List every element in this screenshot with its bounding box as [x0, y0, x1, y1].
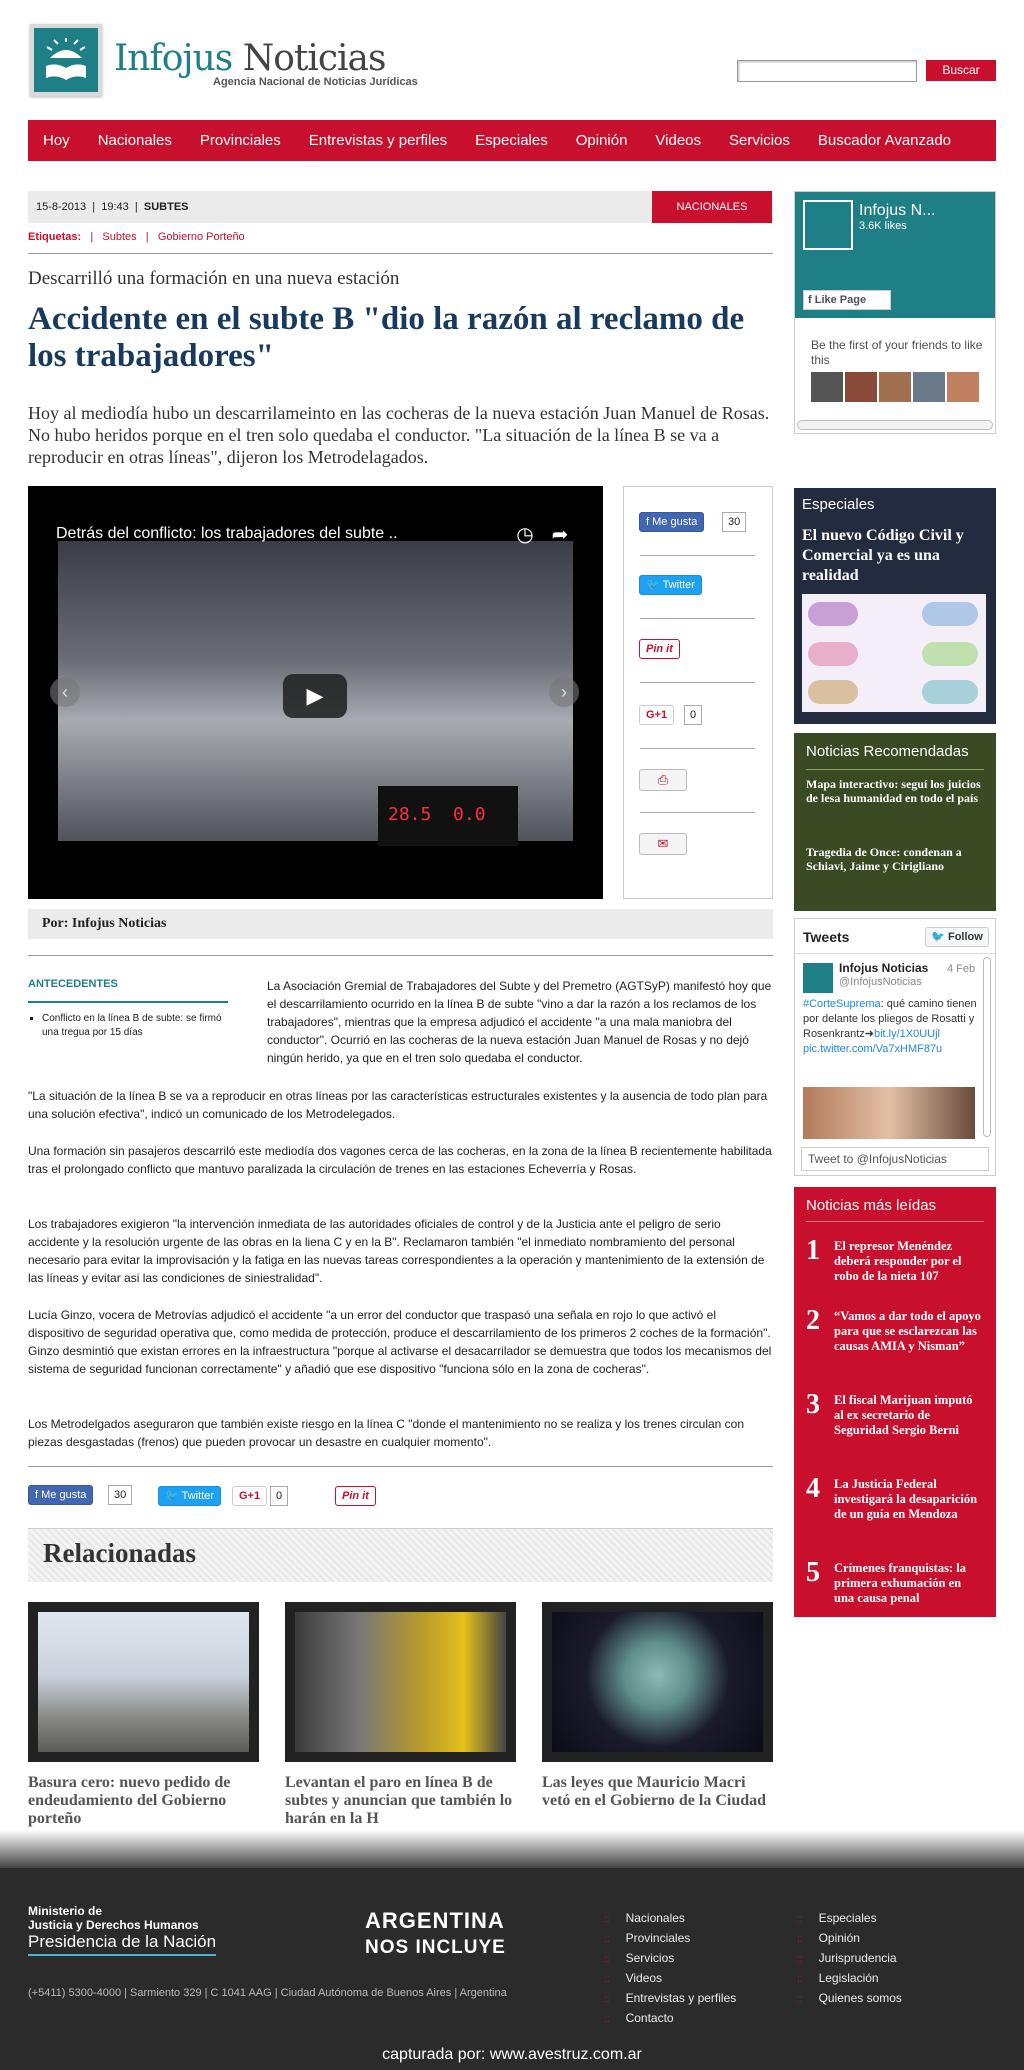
article-kicker: Descarrilló una formación en una nueva estación	[28, 268, 400, 289]
recomendadas-box	[794, 733, 996, 911]
related-title: Relacionadas	[43, 1538, 197, 1568]
nav-item-provinciales[interactable]: Provinciales	[199, 132, 281, 149]
footer-address: (+5411) 5300-4000 | Sarmiento 329 | C 1041 AAG | Ciudad Autónoma de Buenos Aires | Argentina	[28, 1987, 507, 1999]
mas-leida-item[interactable]: Crímenes franquistas: la primera exhumación en una causa penal	[834, 1561, 966, 1605]
footer-link[interactable]: :: Videos	[604, 1971, 663, 1985]
fb-like-button-bottom[interactable]: f Me gusta	[28, 1485, 93, 1505]
footer-fade	[0, 1830, 1024, 1870]
footer-links-col2	[797, 1908, 902, 2008]
related-caption[interactable]: Las leyes que Mauricio Macri vetó en el Gobierno de la Ciudad	[542, 1774, 767, 1809]
presidency-logo[interactable]: Presidencia de la Nación	[28, 1932, 216, 1956]
especiales-title: Especiales	[802, 496, 875, 513]
facebook-scrollbar[interactable]	[797, 420, 993, 430]
tweet-date[interactable]: 4 Feb	[947, 963, 976, 975]
divider	[640, 812, 755, 813]
video-next-icon[interactable]: ›	[549, 677, 579, 707]
rank-number: 2	[806, 1305, 820, 1336]
ministry-logo[interactable]: Ministerio de Justicia y Derechos Humanos	[28, 1904, 199, 1932]
article-meta-bar: 15-8-2013 | 19:43 | SUBTES	[28, 191, 773, 223]
footer-link[interactable]: :: Entrevistas y perfiles	[604, 1991, 737, 2005]
argentina-logo-line2: NOS INCLUYE	[365, 1937, 506, 1958]
logo-icon[interactable]	[30, 24, 102, 96]
footer-link[interactable]: :: Provinciales	[604, 1931, 691, 1945]
nav-item-hoy[interactable]: Hoy	[43, 132, 70, 149]
capture-credit: capturada por: www.avestruz.com.ar	[382, 2046, 642, 2063]
especiales-image[interactable]	[802, 594, 986, 712]
footer-link[interactable]: :: Jurisprudencia	[797, 1951, 897, 1965]
mas-leida-item[interactable]: El represor Menéndez deberá responder por el robo de la nieta 107	[834, 1239, 962, 1283]
recomendada-item[interactable]: Tragedia de Once: condenan a Schiavi, Jaime y Cirigliano	[806, 845, 962, 873]
tweet-link[interactable]: pic.twitter.com/Va7xHMF87u	[803, 1043, 943, 1055]
rank-number: 5	[806, 1557, 820, 1588]
nav-item-opinion[interactable]: Opinión	[575, 132, 628, 149]
video-display	[378, 786, 518, 846]
divider	[640, 682, 755, 683]
tweets-scrollbar[interactable]	[983, 957, 991, 1137]
nav-item-buscador[interactable]: Buscador Avanzado	[817, 132, 952, 149]
related-image[interactable]	[28, 1602, 259, 1762]
article-time: 19:43	[101, 201, 129, 213]
watch-later-icon[interactable]: ◷	[516, 524, 534, 546]
facebook-like-page-button[interactable]: f Like Page	[803, 290, 891, 310]
tag-link[interactable]: Gobierno Porteño	[157, 231, 245, 243]
avatar[interactable]	[913, 372, 945, 402]
mas-leida-item[interactable]: La Justicia Federal investigará la desaparición de un guía en Mendoza	[834, 1477, 978, 1521]
article-paragraph: Una formación sin pasajeros descarriló este mediodía dos vagones cerca de las cocheras, en la zona de la línea B recientemente habilitada tras el prolongado conflicto que mantuvo paralizada la circulación de trenes en las estaciones Echeverría y Rosas.	[28, 1144, 772, 1176]
antecedentes-title: ANTECEDENTES	[28, 978, 118, 990]
mas-leidas-title: Noticias más leídas	[806, 1197, 937, 1214]
footer-link[interactable]: :: Nacionales	[604, 1911, 685, 1925]
facebook-friends-text: Be the first of your friends to like this	[811, 338, 983, 367]
especiales-box	[794, 488, 996, 724]
especiales-headline[interactable]: El nuevo Código Civil y Comercial ya es una realidad	[802, 527, 964, 584]
gplus-button[interactable]: G+1	[639, 705, 674, 725]
divider	[640, 555, 755, 556]
footer-link[interactable]: :: Contacto	[604, 2011, 674, 2025]
video-prev-icon[interactable]: ‹	[50, 677, 80, 707]
twitter-button[interactable]: 🐦 Twitter	[639, 575, 702, 595]
tweet-image[interactable]	[803, 1087, 975, 1139]
share-icon[interactable]: ➦	[551, 524, 569, 546]
pinit-button-bottom[interactable]: Pin it	[335, 1486, 376, 1506]
nav-item-servicios[interactable]: Servicios	[729, 132, 790, 149]
tweet-hashtag[interactable]: #CorteSuprema	[803, 998, 881, 1010]
rank-number: 4	[806, 1473, 820, 1504]
recomendada-item[interactable]: Mapa interactivo: seguí los juicios de lesa humanidad en todo el país	[806, 777, 981, 805]
rank-number: 1	[806, 1235, 820, 1266]
mas-leida-item[interactable]: El fiscal Marijuan imputó al ex secretario de Seguridad Sergio Berni	[834, 1393, 973, 1437]
video-display-readout: 28.5 0.0	[388, 804, 486, 825]
logo-subtitle: Agencia Nacional de Noticias Jurídicas	[213, 76, 418, 88]
logo-wordmark[interactable]: Infojus Noticias	[114, 38, 386, 79]
search-input[interactable]	[737, 60, 917, 82]
article-lead: Hoy al mediodía hubo un descarrilameinto en las cocheras de la nueva estación Juan Manuel de Rosas. No hubo heridos porque en el tren solo quedaba el conductor. "La situación de la línea B se va a reproducir en otras líneas", dijeron los Metrodelagados.	[28, 403, 770, 467]
article-paragraph: "La situación de la línea B se va a reproducir en otras líneas por las características estructurales existentes y la ausencia de todo plan para una solución efectiva", indicó un comunicado de los Metrodelegados.	[28, 1089, 768, 1121]
argentina-logo-line1: ARGENTINA	[365, 1908, 505, 1933]
divider	[795, 953, 995, 954]
mas-leidas-box	[794, 1187, 996, 1617]
gplus-count: 0	[684, 705, 702, 725]
footer-link[interactable]: :: Especiales	[797, 1911, 877, 1925]
search-button[interactable]: Buscar	[926, 60, 996, 81]
gplus-button-bottom[interactable]: G+1	[232, 1486, 267, 1506]
tweet-text: #CorteSuprema: qué camino tienen por delante los pliegos de Rosatti y Rosenkrantz➜bit.ly/1X0UUjl pic.twitter.com/Va7xHMF87u	[803, 998, 977, 1055]
facebook-page-name[interactable]: Infojus N...	[859, 202, 936, 219]
play-icon[interactable]: ▶	[283, 674, 347, 718]
article-paragraph: Los trabajadores exigieron "la intervención inmediata de las autoridades oficiales de control y de la Justicia ante el peligro de serio accidente y la resolución urgente de las obras en la liena C y en la B". Reclamaron también "el inmediato nombramiento del personal necesario para evitar la improvisación y la fatiga en las nuevas tareas correspondientes a la operación y mantenimiento de la extensión de las líneas y evitar asi las condiciones de siniestralidad".	[28, 1217, 765, 1285]
divider	[28, 1466, 773, 1467]
footer-links-col1	[604, 1908, 736, 2028]
tags-label: Etiquetas:	[28, 231, 82, 243]
article-paragraph: Lucía Ginzo, vocera de Metrovías adjudicó el accidente "a un error del conductor que traspasó una señala en rojo lo que activó el dispositivo de seguridad operativa que, como medida de protección, produce el descarrilamiento de los primeros 2 coches de la formación". Ginzo desmintió que existan errores en la infraestructura "porque al activarse el desacarrilador se demuestra que todos los mecanismos del sistema de seguridad funcionan correctamente" y añadió que ese dispositivo "funciona sólo en la zona de cocheras".	[28, 1308, 772, 1376]
facebook-widget	[794, 191, 996, 434]
avatar[interactable]	[845, 372, 877, 402]
avatar[interactable]	[879, 372, 911, 402]
footer-link[interactable]: :: Legislación	[797, 1971, 879, 1985]
divider	[806, 769, 984, 770]
fb-like-count: 30	[722, 512, 746, 532]
divider	[28, 253, 773, 254]
share-box	[623, 486, 773, 899]
related-image[interactable]	[285, 1602, 516, 1762]
pinit-button[interactable]: Pin it	[639, 639, 680, 659]
rank-number: 3	[806, 1389, 820, 1420]
twitter-button-bottom[interactable]: 🐦 Twitter	[158, 1486, 221, 1506]
video-title[interactable]: Detrás del conflicto: los trabajadores del subte ..	[56, 525, 398, 542]
divider	[28, 955, 773, 956]
tweets-title: Tweets	[803, 929, 850, 945]
mas-leida-item[interactable]: “Vamos a dar todo el apoyo para que se esclarezcan las causas AMIA y Nisman”	[834, 1309, 981, 1353]
nav-item-entrevistas[interactable]: Entrevistas y perfiles	[308, 132, 448, 149]
main-nav	[28, 120, 996, 161]
fb-like-button[interactable]: f Me gusta	[639, 512, 704, 532]
antecedentes-list	[38, 1012, 223, 1040]
tweet-author-name[interactable]: Infojus Noticias	[839, 961, 929, 975]
tags-row: Etiquetas: | Subtes | Gobierno Porteño	[28, 231, 245, 243]
facebook-avatar[interactable]	[803, 200, 853, 250]
tweet-avatar[interactable]	[803, 963, 833, 993]
related-image[interactable]	[542, 1602, 773, 1762]
footer-link[interactable]: :: Quienes somos	[797, 1991, 902, 2005]
twitter-follow-button[interactable]: 🐦 Follow	[925, 927, 989, 947]
article-byline: Por: Infojus Noticias	[28, 909, 773, 939]
article-paragraph: Los Metrodelgados aseguraron que también existe riesgo en la línea C "donde el mantenimiento no se realiza y los trenes circulan con piezas desgastadas (frenos) que pueden provocar un desastre en cualquier momento".	[28, 1417, 745, 1449]
avatar[interactable]	[811, 372, 843, 402]
divider	[806, 1221, 984, 1222]
tweets-widget	[794, 918, 996, 1176]
footer-link[interactable]: :: Opinión	[797, 1931, 860, 1945]
article-category[interactable]: SUBTES	[143, 201, 189, 213]
divider	[28, 1001, 228, 1003]
footer-link[interactable]: :: Servicios	[604, 1951, 675, 1965]
nav-item-nacionales[interactable]: Nacionales	[97, 132, 172, 149]
nav-item-videos[interactable]: Videos	[655, 132, 702, 149]
article-paragraph: La Asociación Gremial de Trabajadores del Subte y del Premetro (AGTSyP) manifestó hoy que el descarrilamiento ocurrido en la línea B de subte "vino a dar la razón a los reclamos de los trabajadores", mientras que la empresa adjudicó el accidente "a una mala maniobra del conductor". Ocurrió en las cocheras de la nueva estación Juan Manuel de Rosas y no dejó ningún herido, ya que en el tren solo quedaba el conductor.	[267, 979, 772, 1065]
divider	[640, 618, 755, 619]
related-caption[interactable]: Levantan el paro en línea B de subtes y anuncian que también lo harán en la H	[285, 1774, 513, 1827]
section-badge[interactable]: NACIONALES	[652, 191, 772, 223]
article-date: 15-8-2013	[36, 201, 87, 213]
tweet-author-handle[interactable]: @InfojusNoticias	[839, 976, 922, 988]
article-headline: Accidente en el subte B "dio la razón al reclamo de los trabajadores"	[28, 301, 745, 374]
print-icon[interactable]: ⎙	[639, 769, 687, 791]
tag-link[interactable]: Subtes	[102, 231, 137, 243]
tweet-to-input[interactable]: Tweet to @InfojusNoticias	[801, 1147, 989, 1171]
divider	[640, 748, 755, 749]
nav-item-especiales[interactable]: Especiales	[475, 132, 548, 149]
gplus-count-bottom: 0	[270, 1486, 288, 1506]
avatar[interactable]	[947, 372, 979, 402]
recomendadas-title: Noticias Recomendadas	[806, 743, 969, 760]
tweet-link[interactable]: bit.ly/1X0UUjl	[873, 1028, 940, 1040]
email-icon[interactable]: ✉	[639, 833, 687, 855]
antecedentes-item[interactable]: ▪ Conflicto en la línea B de subte: se firmó una tregua por 15 días	[42, 1012, 223, 1040]
facebook-likes: 3.6K likes	[859, 220, 907, 232]
fb-like-count-bottom: 30	[108, 1485, 132, 1505]
related-caption[interactable]: Basura cero: nuevo pedido de endeudamiento del Gobierno porteño	[28, 1774, 231, 1827]
